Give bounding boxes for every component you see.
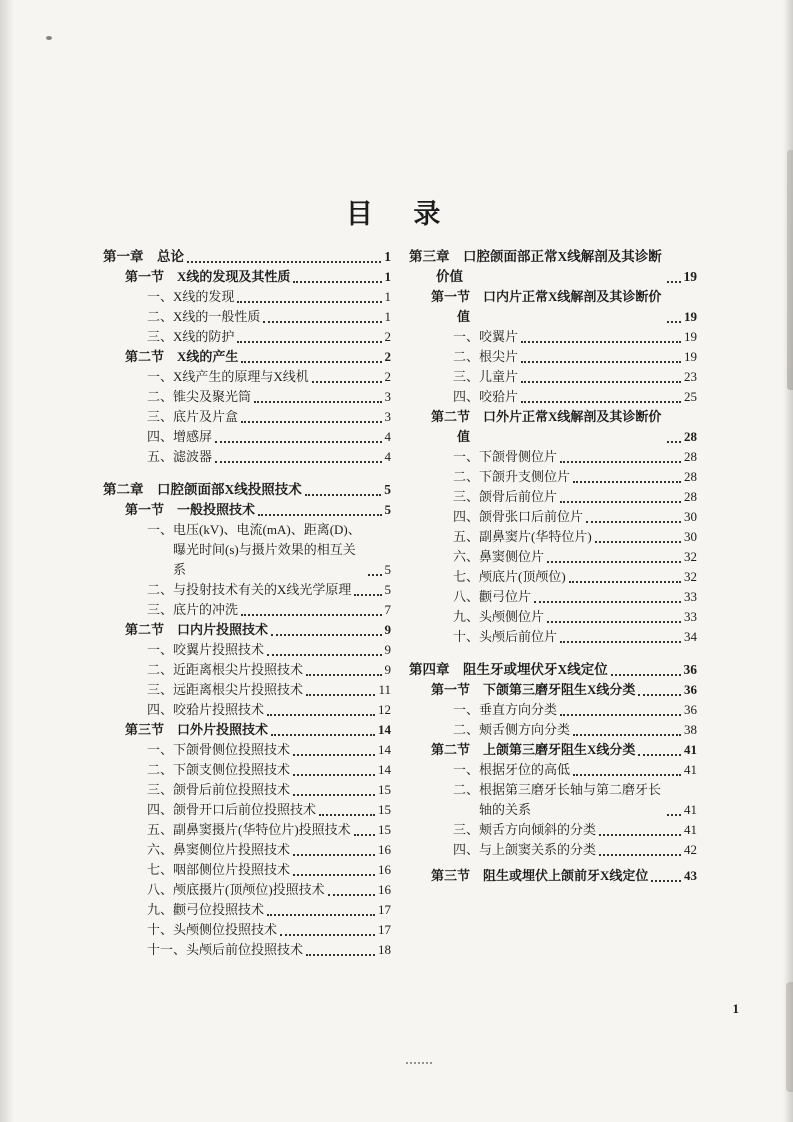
- toc-entry: [453, 527, 697, 547]
- toc-entry-page-number: 15: [378, 822, 391, 837]
- dot-leader: [267, 914, 375, 916]
- toc-entry-title: 十一、头颅后前位投照技术: [147, 942, 304, 957]
- toc-entry-title: 十、头颅后前位片: [453, 629, 558, 644]
- toc-entry: [147, 520, 391, 580]
- dot-leader: [293, 281, 381, 283]
- toc-entry-title: 四、颌骨开口后前位投照技术: [147, 802, 317, 817]
- toc-entry-page-number: 28: [684, 469, 697, 484]
- dot-leader: [271, 734, 375, 736]
- toc-entry-title: 第一章 总论: [103, 249, 184, 264]
- toc-entry-page-number: 14: [378, 742, 391, 757]
- toc-entry: [453, 627, 697, 647]
- toc-entry: [125, 720, 391, 740]
- toc-entry: [147, 660, 391, 680]
- toc-right-column: [409, 247, 697, 886]
- toc-entry-title: 四、咬𬌗片: [453, 389, 519, 404]
- toc-entry-title: 五、副鼻窦片(华特位片): [453, 529, 592, 544]
- toc-entry-title: 第一节 一般投照技术: [125, 502, 256, 517]
- dot-leader: [293, 874, 375, 876]
- toc-entry-page-number: 5: [384, 562, 391, 577]
- toc-entry-title: 九、头颅侧位片: [453, 609, 545, 624]
- dot-leader: [560, 461, 681, 463]
- toc-entry-title: 第二章 口腔颌面部X线投照技术: [103, 482, 302, 497]
- toc-columns: [103, 247, 697, 960]
- dot-leader: [521, 401, 681, 403]
- dot-leader: [611, 674, 681, 676]
- dot-leader: [667, 441, 681, 443]
- toc-entry: [147, 820, 391, 840]
- toc-entry-title: 三、颌骨后前位片: [453, 489, 558, 504]
- toc-entry-title: 一、下颌骨侧位投照技术: [147, 742, 291, 757]
- toc-entry-title: 四、与上颌窦关系的分类: [453, 842, 597, 857]
- dot-leader: [241, 614, 381, 616]
- toc-entry-page-number: 19: [684, 309, 697, 324]
- toc-entry-page-number: 36: [684, 682, 697, 697]
- dot-leader: [667, 281, 681, 283]
- toc-entry: [147, 900, 391, 920]
- toc-entry: [147, 740, 391, 760]
- toc-entry-page-number: 15: [378, 802, 391, 817]
- toc-entry: [453, 587, 697, 607]
- toc-entry-title: 二、颊舌侧方向分类: [453, 722, 571, 737]
- toc-entry: [431, 407, 697, 447]
- toc-entry-title: 一、根据牙位的高低: [453, 762, 571, 777]
- dot-leader: [215, 461, 381, 463]
- toc-entry-title: 一、X线的发现: [147, 289, 235, 304]
- toc-entry-title: 一、咬翼片: [453, 329, 519, 344]
- toc-entry: [453, 507, 697, 527]
- dot-leader: [573, 734, 681, 736]
- toc-entry: [409, 247, 697, 287]
- toc-entry-page-number: 36: [683, 662, 697, 677]
- scan-artifact: [46, 36, 52, 40]
- toc-entry: [453, 547, 697, 567]
- dot-leader: [354, 834, 375, 836]
- dot-leader: [368, 574, 382, 576]
- toc-entry-title: 第一节 口内片正常X线解剖及其诊断价值: [431, 289, 662, 324]
- toc-entry-title: 三、X线的防护: [147, 329, 235, 344]
- toc-entry: [453, 607, 697, 627]
- toc-entry: [431, 680, 697, 700]
- dot-leader: [573, 481, 681, 483]
- dot-leader: [667, 814, 681, 816]
- toc-entry-page-number: 32: [684, 569, 697, 584]
- toc-entry-page-number: 11: [378, 682, 391, 697]
- toc-entry-page-number: 30: [684, 529, 697, 544]
- toc-entry: [147, 387, 391, 407]
- toc-entry-page-number: 12: [378, 702, 391, 717]
- toc-entry-page-number: 9: [384, 622, 391, 637]
- toc-entry-page-number: 43: [684, 868, 697, 883]
- toc-entry-page-number: 41: [684, 742, 697, 757]
- toc-entry-title: 二、近距离根尖片投照技术: [147, 662, 304, 677]
- toc-entry-page-number: 18: [378, 942, 391, 957]
- dot-leader: [573, 774, 681, 776]
- toc-entry: [147, 780, 391, 800]
- toc-entry-title: 一、X线产生的原理与X线机: [147, 369, 309, 384]
- toc-entry-page-number: 36: [684, 702, 697, 717]
- toc-entry: [453, 840, 697, 860]
- toc-entry: [453, 760, 697, 780]
- toc-entry: [147, 407, 391, 427]
- toc-entry-page-number: 32: [684, 549, 697, 564]
- dot-leader: [547, 561, 681, 563]
- toc-entry-page-number: 2: [384, 349, 391, 364]
- dot-leader: [241, 421, 381, 423]
- toc-entry-page-number: 2: [384, 329, 391, 344]
- toc-entry-title: 第一节 下颌第三磨牙阻生X线分类: [431, 682, 636, 697]
- toc-entry-page-number: 38: [684, 722, 697, 737]
- dot-leader: [306, 694, 375, 696]
- toc-entry: [147, 580, 391, 600]
- toc-entry-title: 五、滤波器: [147, 449, 213, 464]
- toc-entry-title: 一、垂直方向分类: [453, 702, 558, 717]
- toc-entry-page-number: 16: [378, 882, 391, 897]
- dot-leader: [241, 361, 381, 363]
- toc-entry-page-number: 33: [684, 589, 697, 604]
- toc-entry: [453, 487, 697, 507]
- toc-entry-page-number: 17: [378, 902, 391, 917]
- toc-entry: [147, 880, 391, 900]
- dot-leader: [237, 301, 381, 303]
- toc-entry-page-number: 1: [384, 289, 391, 304]
- toc-entry-page-number: 5: [384, 502, 391, 517]
- dot-leader: [521, 341, 681, 343]
- dot-leader: [521, 381, 681, 383]
- toc-entry: [147, 840, 391, 860]
- toc-entry: [147, 760, 391, 780]
- dot-leader: [312, 381, 382, 383]
- toc-entry-page-number: 41: [684, 822, 697, 837]
- toc-entry-page-number: 19: [684, 349, 697, 364]
- dot-leader: [638, 694, 681, 696]
- toc-entry-page-number: 14: [378, 762, 391, 777]
- dot-leader: [354, 594, 381, 596]
- toc-entry-page-number: 28: [684, 449, 697, 464]
- toc-entry-title: 五、副鼻窦摄片(华特位片)投照技术: [147, 822, 351, 837]
- toc-entry-page-number: 25: [684, 389, 697, 404]
- dot-leader: [306, 954, 375, 956]
- toc-entry-page-number: 9: [384, 642, 391, 657]
- toc-entry: [103, 480, 391, 500]
- toc-entry: [147, 367, 391, 387]
- toc-entry-title: 第二节 口内片投照技术: [125, 622, 269, 637]
- toc-entry-title: 三、颊舌方向倾斜的分类: [453, 822, 597, 837]
- toc-entry: [453, 447, 697, 467]
- toc-entry-title: 十、头颅侧位投照技术: [147, 922, 278, 937]
- toc-entry: [147, 920, 391, 940]
- toc-entry: [453, 347, 697, 367]
- dot-leader: [651, 880, 681, 882]
- dot-leader: [187, 261, 381, 263]
- toc-entry: [147, 800, 391, 820]
- toc-entry: [453, 567, 697, 587]
- dot-leader: [267, 714, 375, 716]
- toc-entry-title: 七、咽部侧位片投照技术: [147, 862, 291, 877]
- toc-entry-title: 二、锥尖及聚光筒: [147, 389, 252, 404]
- toc-entry-page-number: 16: [378, 862, 391, 877]
- toc-entry-title: 第三节 口外片投照技术: [125, 722, 269, 737]
- toc-entry-title: 第三章 口腔颌面部正常X线解剖及其诊断价值: [409, 249, 662, 284]
- toc-entry-page-number: 5: [384, 482, 391, 497]
- toc-entry-page-number: 30: [684, 509, 697, 524]
- toc-entry-title: 八、颧弓位片: [453, 589, 532, 604]
- toc-entry-title: 三、底片及片盒: [147, 409, 239, 424]
- dot-leader: [271, 634, 381, 636]
- toc-entry-page-number: 34: [684, 629, 697, 644]
- dot-leader: [547, 621, 681, 623]
- toc-entry: [125, 267, 391, 287]
- toc-entry-title: 二、根据第三磨牙长轴与第二磨牙长轴的关系: [453, 782, 662, 817]
- toc-entry-title: 第二节 X线的产生: [125, 349, 239, 364]
- toc-entry-page-number: 7: [384, 602, 391, 617]
- toc-entry: [431, 740, 697, 760]
- dot-leader: [595, 541, 681, 543]
- toc-entry: [147, 327, 391, 347]
- toc-entry-title: 三、远距离根尖片投照技术: [147, 682, 304, 697]
- toc-left-column: [103, 247, 391, 960]
- toc-entry-title: 三、儿童片: [453, 369, 519, 384]
- toc-entry-page-number: 42: [684, 842, 697, 857]
- toc-entry: [125, 500, 391, 520]
- toc-entry-title: 一、下颌骨侧位片: [453, 449, 558, 464]
- dot-leader: [560, 501, 681, 503]
- toc-entry: [147, 940, 391, 960]
- toc-entry-title: 九、颧弓位投照技术: [147, 902, 265, 917]
- toc-entry-page-number: 23: [684, 369, 697, 384]
- toc-entry-page-number: 1: [384, 269, 391, 284]
- dot-leader: [237, 341, 381, 343]
- toc-entry: [453, 367, 697, 387]
- toc-entry-page-number: 41: [684, 802, 697, 817]
- toc-entry-page-number: 19: [684, 329, 697, 344]
- toc-entry-page-number: 3: [384, 409, 391, 424]
- dot-leader: [305, 494, 382, 496]
- toc-entry-title: 一、咬翼片投照技术: [147, 642, 265, 657]
- dot-leader: [267, 654, 381, 656]
- toc-entry: [431, 866, 697, 886]
- dot-leader: [306, 674, 381, 676]
- toc-entry-page-number: 5: [384, 582, 391, 597]
- toc-entry-page-number: 2: [384, 369, 391, 384]
- dot-leader: [586, 521, 681, 523]
- dot-leader: [599, 854, 681, 856]
- page-title: 目 录: [345, 199, 448, 229]
- toc-entry-title: 二、X线的一般性质: [147, 309, 261, 324]
- toc-entry: [147, 447, 391, 467]
- toc-entry: [147, 640, 391, 660]
- toc-entry-title: 二、与投射技术有关的X线光学原理: [147, 582, 352, 597]
- dot-leader: [599, 834, 681, 836]
- toc-entry: [147, 307, 391, 327]
- scan-edge-shadow-left: [0, 0, 14, 1122]
- page-number: 1: [732, 1001, 739, 1016]
- dot-leader: [569, 581, 681, 583]
- toc-entry-page-number: 4: [384, 429, 391, 444]
- dot-leader: [254, 401, 381, 403]
- toc-entry-title: 三、颌骨后前位投照技术: [147, 782, 291, 797]
- toc-entry-page-number: 16: [378, 842, 391, 857]
- dot-leader: [521, 361, 681, 363]
- dot-leader: [293, 774, 375, 776]
- dot-leader: [293, 794, 375, 796]
- dot-leader: [328, 894, 375, 896]
- toc-entry-title: 三、底片的冲洗: [147, 602, 239, 617]
- dot-leader: [280, 934, 375, 936]
- toc-entry: [147, 600, 391, 620]
- dot-leader: [560, 714, 681, 716]
- toc-entry-title: 四、颌骨张口后前位片: [453, 509, 584, 524]
- toc-entry-page-number: 28: [684, 429, 697, 444]
- dot-leader: [258, 514, 381, 516]
- toc-entry-title: 四、增感屏: [147, 429, 213, 444]
- toc-entry-page-number: 33: [684, 609, 697, 624]
- dot-leader: [263, 321, 381, 323]
- toc-entry: [103, 247, 391, 267]
- dot-leader: [293, 754, 375, 756]
- dot-leader: [667, 321, 681, 323]
- toc-entry: [453, 467, 697, 487]
- toc-entry: [147, 860, 391, 880]
- toc-entry-page-number: 3: [384, 389, 391, 404]
- toc-entry-title: 第二节 口外片正常X线解剖及其诊断价值: [431, 409, 662, 444]
- toc-entry: [125, 620, 391, 640]
- toc-entry: [147, 680, 391, 700]
- dot-leader: [215, 441, 381, 443]
- toc-entry-page-number: 4: [384, 449, 391, 464]
- toc-entry: [147, 427, 391, 447]
- toc-entry: [453, 327, 697, 347]
- dot-leader: [534, 601, 681, 603]
- toc-entry-page-number: 28: [684, 489, 697, 504]
- toc-entry: [453, 387, 697, 407]
- toc-entry-title: 二、下颌升支侧位片: [453, 469, 571, 484]
- toc-entry: [409, 660, 697, 680]
- toc-entry-page-number: 14: [378, 722, 391, 737]
- toc-entry-title: 六、鼻窦侧位片: [453, 549, 545, 564]
- toc-entry-title: 第三节 阻生或埋伏上颌前牙X线定位: [431, 868, 649, 883]
- toc-entry: [125, 347, 391, 367]
- toc-entry: [147, 700, 391, 720]
- dot-leader: [293, 854, 375, 856]
- toc-entry-title: 一、电压(kV)、电流(mA)、距离(D)、曝光时间(s)与摄片效果的相互关系: [147, 522, 361, 577]
- toc-entry-page-number: 9: [384, 662, 391, 677]
- toc-entry-title: 第四章 阻生牙或埋伏牙X线定位: [409, 662, 608, 677]
- toc-entry-title: 二、根尖片: [453, 349, 519, 364]
- toc-entry-page-number: 19: [683, 269, 697, 284]
- toc-entry: [431, 287, 697, 327]
- toc-entry-page-number: 1: [384, 249, 391, 264]
- toc-entry-page-number: 15: [378, 782, 391, 797]
- dot-leader: [560, 641, 681, 643]
- toc-entry: [147, 287, 391, 307]
- toc-entry: [453, 780, 697, 820]
- scan-artifact: [406, 1062, 432, 1064]
- toc-entry-page-number: 1: [384, 309, 391, 324]
- toc-entry-title: 八、颅底摄片(顶颅位)投照技术: [147, 882, 325, 897]
- toc-entry: [453, 720, 697, 740]
- toc-entry-title: 二、下颌支侧位投照技术: [147, 762, 291, 777]
- toc-entry-title: 七、颅底片(顶颅位): [453, 569, 566, 584]
- toc-entry-title: 第一节 X线的发现及其性质: [125, 269, 291, 284]
- toc-entry-title: 四、咬𬌗片投照技术: [147, 702, 265, 717]
- toc-entry-page-number: 17: [378, 922, 391, 937]
- toc-entry: [453, 820, 697, 840]
- dot-leader: [638, 754, 681, 756]
- dot-leader: [319, 814, 375, 816]
- toc-entry: [453, 700, 697, 720]
- toc-entry-page-number: 41: [684, 762, 697, 777]
- scan-artifact: [787, 150, 793, 390]
- toc-entry-title: 第二节 上颌第三磨牙阻生X线分类: [431, 742, 636, 757]
- scan-artifact: [786, 982, 793, 1092]
- toc-entry-title: 六、鼻窦侧位片投照技术: [147, 842, 291, 857]
